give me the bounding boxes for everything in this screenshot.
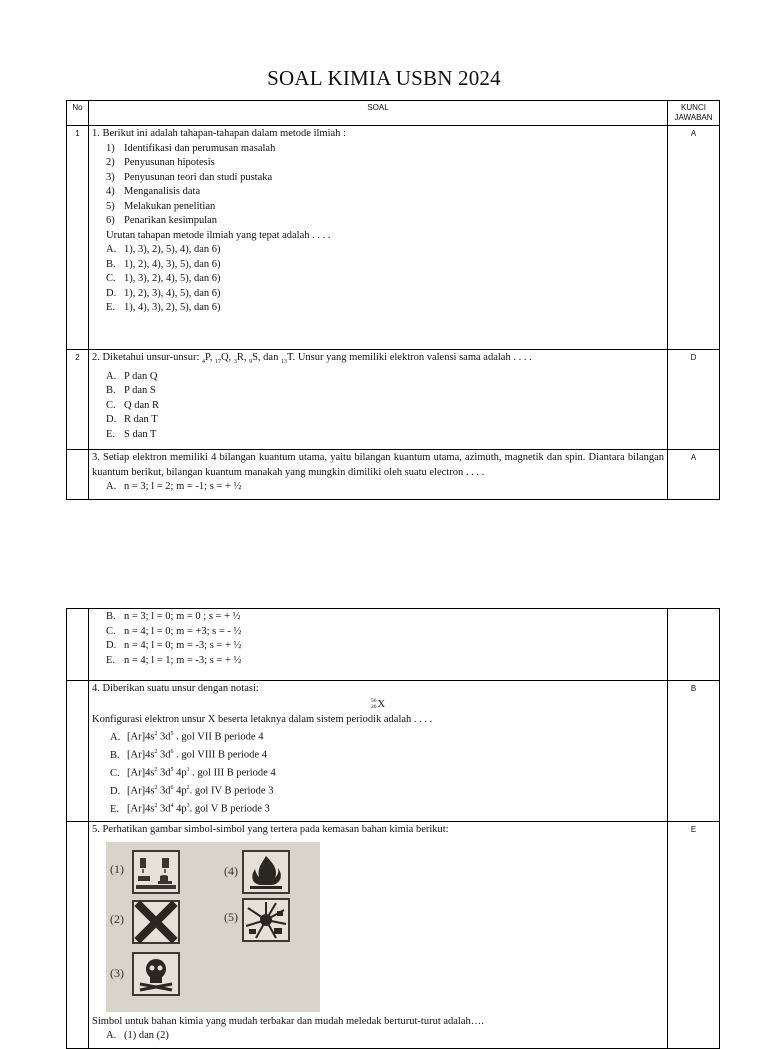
step-item: 4) Menganalisis data bbox=[106, 186, 201, 197]
option-item: D. n = 4; l = 0; m = -3; s = + ½ bbox=[106, 640, 242, 651]
option-item: E. $[Ar]4s^2$ $3d^4$ $4p^3$. gol V B periode 3 bbox=[110, 803, 270, 815]
toxic-skull-icon bbox=[132, 952, 180, 996]
question-stem: 2. Diketahui unsur-unsur: $_4$P, $_{17}$Q, $_3$R, $_9$S, dan $_{13}$T. Unsur yang memiliki elektron valensi sama adalah . . . . bbox=[92, 352, 532, 366]
label-1: (1) bbox=[110, 861, 124, 876]
question-number bbox=[67, 450, 89, 500]
explosive-icon bbox=[242, 898, 290, 942]
question-row-4 bbox=[67, 681, 720, 822]
answer-key: D bbox=[668, 350, 720, 450]
question-ask: Urutan tahapan metode ilmiah yang tepat adalah . . . . bbox=[106, 229, 331, 241]
option-item: B. n = 3; l = 0; m = 0 ; s = + ½ bbox=[106, 611, 241, 622]
corrosive-icon bbox=[132, 850, 180, 894]
question-table-2 bbox=[66, 608, 720, 1049]
option-item: D. $[Ar]4s^2$ $3d^6$ $4p^2$. gol IV B periode 3 bbox=[110, 785, 274, 797]
option-item: B. P dan S bbox=[106, 385, 156, 397]
question-text bbox=[89, 126, 668, 350]
question-row-3 bbox=[67, 450, 720, 500]
question-ask: Konfigurasi elektron unsur X beserta letaknya dalam sistem periodik adalah . . . . bbox=[92, 713, 433, 725]
hazard-symbols-photo bbox=[106, 842, 320, 1012]
step-list bbox=[92, 142, 664, 229]
header-no: No bbox=[67, 101, 89, 126]
option-item: C. $[Ar]4s^2$ $3d^5$ $4p^1$ . gol III B periode 4 bbox=[110, 767, 276, 779]
option-item: E. S dan T bbox=[106, 428, 157, 440]
label-3: (3) bbox=[110, 965, 124, 980]
option-item: A. $[Ar]4s^2$ $3d^5$ . gol VII B periode 4 bbox=[110, 731, 264, 743]
step-item: 1) Identifikasi dan perumusan masalah bbox=[106, 142, 276, 154]
question-number bbox=[67, 822, 89, 1049]
label-5: (5) bbox=[224, 909, 238, 924]
mass-number: 56 bbox=[370, 698, 377, 705]
answer-key: E bbox=[668, 822, 720, 1049]
question-stem: 4. Diberikan suatu unsur dengan notasi: bbox=[92, 683, 259, 694]
page-title: SOAL KIMIA USBN 2024 bbox=[267, 66, 501, 90]
question-text bbox=[89, 609, 668, 681]
option-item: C. 1), 3), 2), 4), 5), dan 6) bbox=[106, 273, 221, 284]
question-text bbox=[89, 350, 668, 450]
label-2: (2) bbox=[110, 911, 124, 926]
answer-key: A bbox=[668, 450, 720, 500]
atomic-number: 26 bbox=[370, 704, 377, 711]
question-text bbox=[89, 681, 668, 822]
question-stem: 3. Setiap elektron memiliki 4 bilangan kuantum utama, yaitu bilangan kuantum utama, azimuth, magnetik dan spin. Diantara bilangan kuantum berikut, bilangan kuantum manakah yang mungkin dimiliki oleh suatu electron . . . . bbox=[92, 452, 664, 478]
label-4: (4) bbox=[224, 863, 238, 878]
option-item: E. 1), 4), 3), 2), 5), dan 6) bbox=[106, 302, 221, 313]
question-stem: 1. Berikut ini adalah tahapan-tahapan dalam metode ilmiah : bbox=[92, 128, 346, 139]
question-row-1 bbox=[67, 126, 720, 350]
question-ask: Simbol untuk bahan kimia yang mudah terbakar dan mudah meledak berturut-turut adalah…. bbox=[92, 1015, 484, 1027]
answer-key: A bbox=[668, 126, 720, 350]
step-item: 2) Penyusunan hipotesis bbox=[106, 157, 215, 168]
option-item: D. R dan T bbox=[106, 414, 158, 426]
table-header-row bbox=[67, 101, 720, 126]
option-a: A. (1) dan (2) bbox=[106, 1030, 169, 1041]
option-item: E. n = 4; l = 1; m = -3; s = + ½ bbox=[106, 654, 242, 666]
header-kunci: KUNCI JAWABAN bbox=[668, 101, 720, 126]
element-notation bbox=[92, 697, 664, 713]
element-symbol: X bbox=[377, 698, 386, 710]
question-number bbox=[67, 681, 89, 822]
option-list bbox=[92, 610, 664, 668]
step-item: 3) Penyusunan teori dan studi pustaka bbox=[106, 171, 273, 183]
option-item: D. 1), 2), 3), 4), 5), dan 6) bbox=[106, 287, 221, 299]
question-text bbox=[89, 822, 668, 1049]
option-item: B. $[Ar]4s^2$ $3d^6$ . gol VIII B periode 4 bbox=[110, 749, 267, 761]
question-table-1 bbox=[66, 100, 720, 500]
option-a: A. n = 3; l = 2; m = -1; s = + ½ bbox=[106, 481, 242, 492]
header-soal: SOAL bbox=[89, 101, 668, 126]
option-list bbox=[92, 727, 664, 817]
answer-key: B bbox=[668, 681, 720, 822]
question-number: 2 bbox=[67, 350, 89, 450]
option-list bbox=[92, 370, 664, 443]
question-row-5 bbox=[67, 822, 720, 1049]
question-text bbox=[89, 450, 668, 500]
option-list bbox=[92, 243, 664, 316]
question-row-2 bbox=[67, 350, 720, 450]
step-item: 6) Penarikan kesimpulan bbox=[106, 215, 218, 226]
step-item: 5) Melakukan penelitian bbox=[106, 200, 216, 212]
option-item: A. P dan Q bbox=[106, 370, 158, 382]
question-number: 1 bbox=[67, 126, 89, 350]
flammable-icon bbox=[242, 850, 290, 894]
question-stem: 5. Perhatikan gambar simbol-simbol yang tertera pada kemasan bahan kimia berikut: bbox=[92, 824, 449, 835]
question-row-3-cont bbox=[67, 609, 720, 681]
option-item: C. Q dan R bbox=[106, 399, 159, 411]
option-item: A. 1), 3), 2), 5), 4), dan 6) bbox=[106, 244, 221, 255]
option-item: B. 1), 2), 4), 3), 5), dan 6) bbox=[106, 258, 221, 270]
harmful-x-icon bbox=[132, 900, 180, 944]
option-item: C. n = 4; l = 0; m = +3; s = - ½ bbox=[106, 625, 242, 637]
